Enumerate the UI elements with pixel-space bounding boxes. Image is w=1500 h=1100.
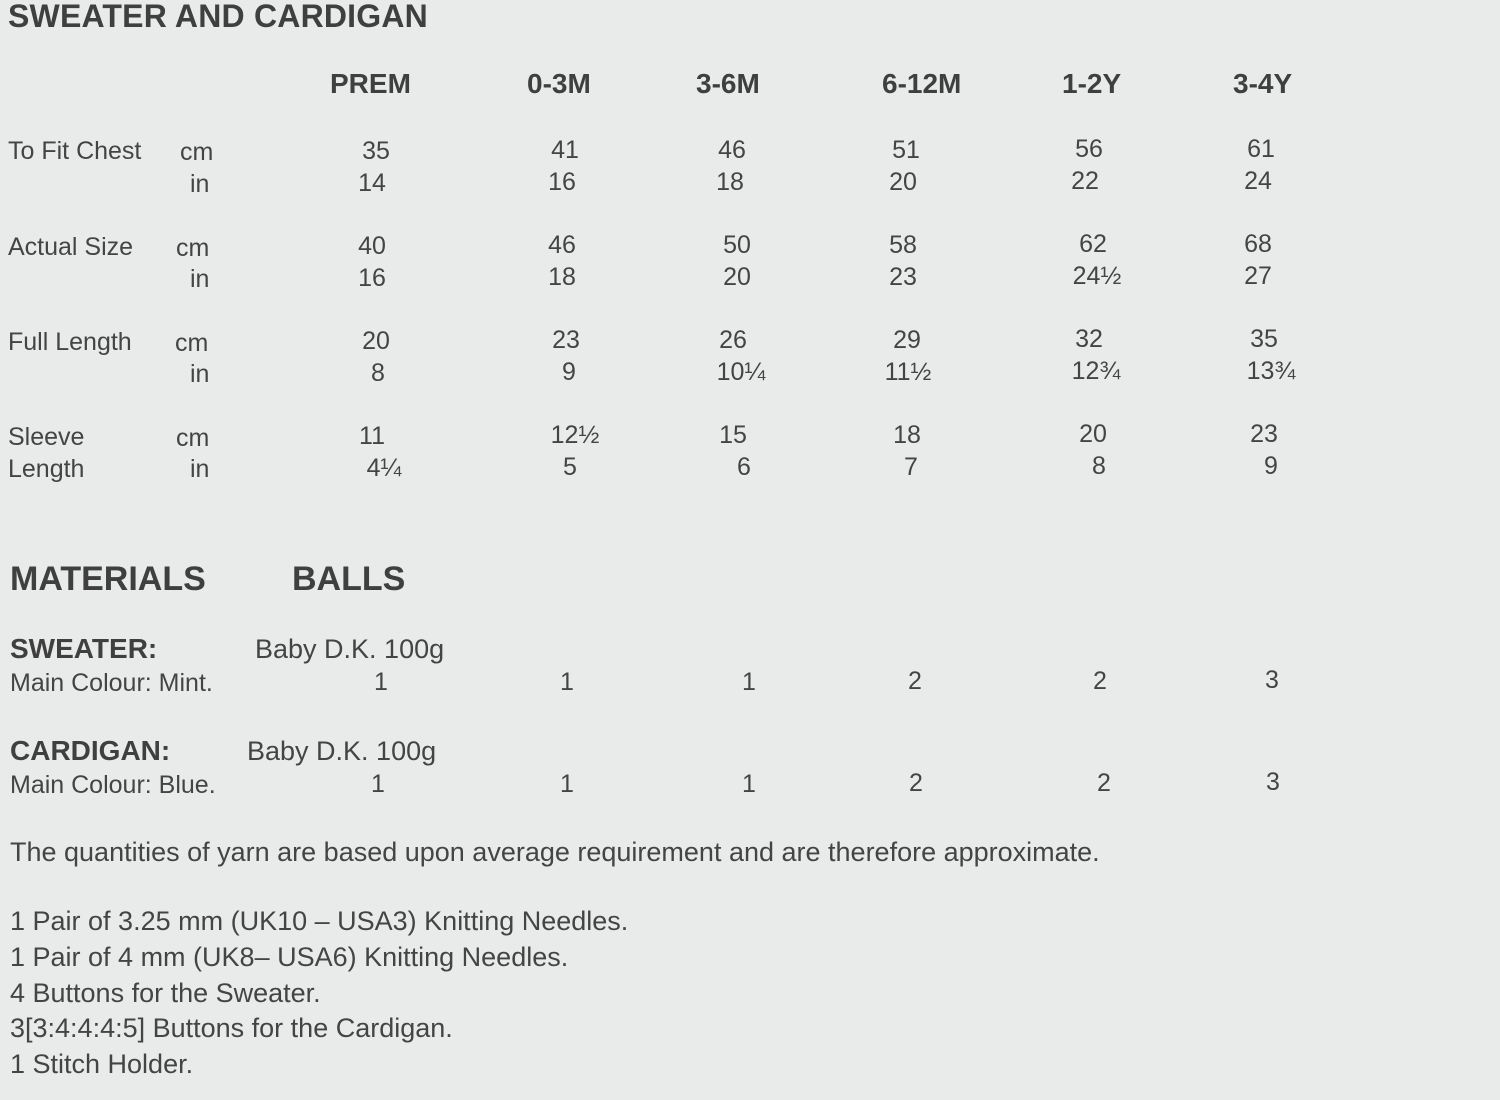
value-cell: 41: [551, 136, 579, 164]
size-header-6-12m: 6-12M: [882, 68, 962, 99]
value-cell: 4¼: [366, 454, 402, 482]
ball-count: 3: [1265, 666, 1279, 694]
value-cell: 62: [1079, 230, 1107, 258]
value-cell: 11: [359, 422, 385, 450]
ball-count: 3: [1266, 768, 1280, 796]
value-cell: 13¾: [1246, 357, 1296, 385]
value-cell: 35: [1250, 325, 1278, 353]
unit-in: in: [190, 265, 210, 293]
value-cell: 61: [1247, 135, 1275, 163]
value-cell: 51: [892, 136, 920, 164]
row-label-sleeve: Sleeve: [8, 423, 85, 451]
value-cell: 50: [723, 231, 751, 259]
ball-count: 1: [742, 770, 756, 798]
size-header-0-3m: 0-3M: [527, 68, 591, 99]
value-cell: 12½: [550, 421, 600, 449]
unit-in: in: [190, 455, 210, 483]
quantity-note: The quantities of yarn are based upon average requirement and are therefore approximate.: [10, 837, 1100, 867]
value-cell: 22: [1071, 167, 1099, 195]
value-cell: 9: [562, 358, 576, 386]
ball-count: 1: [560, 668, 574, 696]
value-cell: 7: [904, 453, 918, 481]
ball-count: 2: [1093, 667, 1107, 695]
value-cell: 12¾: [1071, 357, 1121, 385]
value-cell: 6: [737, 453, 751, 481]
ball-count: 2: [1097, 769, 1111, 797]
value-cell: 14: [358, 169, 386, 197]
cardigan-label: CARDIGAN:: [10, 735, 171, 766]
ball-count: 1: [560, 770, 574, 798]
value-cell: 16: [548, 168, 576, 196]
ball-count: 2: [909, 769, 923, 797]
value-cell: 15: [719, 421, 747, 449]
value-cell: 46: [548, 231, 576, 259]
row-label-actual-size: Actual Size: [8, 233, 134, 261]
ball-count: 2: [908, 667, 922, 695]
notion-item: 1 Stitch Holder.: [10, 1049, 194, 1079]
notion-item: 1 Pair of 3.25 mm (UK10 – USA3) Knitting Needles.: [10, 906, 629, 936]
value-cell: 40: [358, 232, 386, 260]
value-cell: 24½: [1072, 262, 1122, 290]
notion-item: 3[3:4:4:4:5] Buttons for the Cardigan.: [10, 1013, 453, 1043]
cardigan-yarn: Baby D.K. 100g: [247, 736, 437, 766]
row-label-chest: To Fit Chest: [8, 137, 142, 165]
value-cell: 18: [716, 168, 744, 196]
value-cell: 23: [552, 326, 580, 354]
value-cell: 29: [893, 326, 921, 354]
row-label-sleeve-line2: Length: [8, 455, 85, 483]
value-cell: 10¼: [716, 358, 766, 386]
unit-in: in: [190, 360, 210, 388]
size-header-prem: PREM: [330, 68, 411, 99]
notion-item: 1 Pair of 4 mm (UK8– USA6) Knitting Needles.: [10, 942, 569, 972]
ball-count: 1: [742, 668, 756, 696]
materials-heading: MATERIALS: [10, 560, 206, 598]
value-cell: 46: [718, 136, 746, 164]
value-cell: 26: [719, 326, 747, 354]
size-header-1-2y: 1-2Y: [1062, 68, 1122, 99]
value-cell: 18: [548, 263, 576, 291]
value-cell: 56: [1075, 135, 1103, 163]
value-cell: 20: [889, 168, 917, 196]
value-cell: 58: [889, 231, 917, 259]
value-cell: 35: [362, 137, 390, 165]
balls-heading: BALLS: [292, 560, 406, 598]
unit-in: in: [190, 170, 210, 198]
sweater-colour-label: Main Colour: Mint.: [10, 669, 213, 697]
unit-cm: cm: [176, 234, 210, 262]
unit-cm: cm: [176, 424, 210, 452]
row-label-full-length: Full Length: [8, 328, 132, 356]
value-cell: 32: [1075, 325, 1103, 353]
value-cell: 18: [893, 421, 921, 449]
value-cell: 20: [362, 327, 390, 355]
ball-count: 1: [374, 668, 388, 696]
sweater-yarn: Baby D.K. 100g: [255, 634, 445, 664]
value-cell: 8: [371, 359, 385, 387]
notion-item: 4 Buttons for the Sweater.: [10, 978, 321, 1008]
value-cell: 24: [1244, 167, 1272, 195]
size-header-3-4y: 3-4Y: [1233, 68, 1293, 99]
value-cell: 8: [1092, 452, 1106, 480]
value-cell: 16: [358, 264, 386, 292]
unit-cm: cm: [175, 329, 209, 357]
value-cell: 20: [1079, 420, 1107, 448]
value-cell: 68: [1244, 230, 1272, 258]
value-cell: 23: [1250, 420, 1278, 448]
page-title: SWEATER AND CARDIGAN: [8, 0, 428, 34]
value-cell: 20: [723, 263, 751, 291]
value-cell: 11½: [884, 358, 932, 386]
cardigan-colour-label: Main Colour: Blue.: [10, 771, 216, 799]
value-cell: 27: [1244, 262, 1272, 290]
unit-cm: cm: [180, 138, 214, 166]
ball-count: 1: [371, 770, 385, 798]
size-header-3-6m: 3-6M: [696, 68, 760, 99]
value-cell: 9: [1264, 452, 1278, 480]
value-cell: 23: [889, 263, 917, 291]
sweater-label: SWEATER:: [10, 633, 158, 664]
value-cell: 5: [563, 453, 577, 481]
